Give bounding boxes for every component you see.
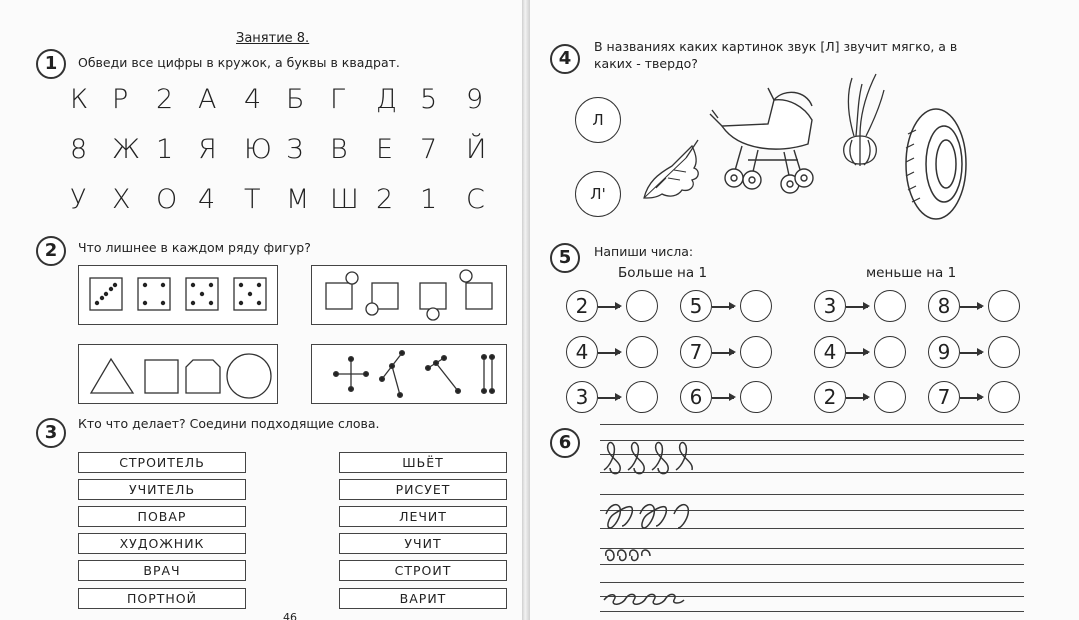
book-gutter xyxy=(522,0,530,620)
arrow-icon xyxy=(846,306,868,308)
hard-l-circle[interactable]: Л xyxy=(575,97,621,143)
more-by-one-answer-circle[interactable] xyxy=(626,336,658,368)
less-by-one-number: 9 xyxy=(928,336,960,368)
grid-symbol[interactable]: О xyxy=(156,184,178,215)
handwriting-samples xyxy=(600,424,740,620)
right-page xyxy=(530,0,1079,620)
action-word-box[interactable]: ВАРИТ xyxy=(339,588,507,609)
arrow-icon xyxy=(712,306,734,308)
arrow-icon xyxy=(712,397,734,399)
grid-symbol[interactable]: 1 xyxy=(420,184,438,215)
less-by-one-answer-circle[interactable] xyxy=(874,381,906,413)
task2-instruction: Что лишнее в каждом ряду фигур? xyxy=(78,240,311,255)
person-word-box[interactable]: УЧИТЕЛЬ xyxy=(78,479,246,500)
more-by-one-number: 5 xyxy=(680,290,712,322)
action-word-box[interactable]: УЧИТ xyxy=(339,533,507,554)
shapes-figures xyxy=(79,345,277,403)
grid-symbol[interactable]: 5 xyxy=(420,84,438,115)
onion-icon xyxy=(832,70,888,170)
more-by-one-answer-circle[interactable] xyxy=(740,290,772,322)
grid-symbol[interactable]: З xyxy=(286,134,304,165)
grid-symbol[interactable]: 8 xyxy=(70,134,88,165)
action-word-box[interactable]: ЛЕЧИТ xyxy=(339,506,507,527)
grid-symbol[interactable]: А xyxy=(198,84,217,115)
more-by-one-answer-circle[interactable] xyxy=(740,381,772,413)
grid-symbol[interactable]: М xyxy=(286,184,310,215)
grid-symbol[interactable]: Ш xyxy=(330,184,359,215)
task1-instruction: Обведи все цифры в кружок, а буквы в квадрат. xyxy=(78,55,400,70)
more-by-one-label: Больше на 1 xyxy=(618,265,708,281)
less-by-one-answer-circle[interactable] xyxy=(874,290,906,322)
left-page xyxy=(0,0,522,620)
less-by-one-number: 3 xyxy=(814,290,846,322)
arrow-icon xyxy=(960,352,982,354)
grid-symbol[interactable]: 2 xyxy=(376,184,394,215)
grid-symbol[interactable]: Е xyxy=(376,134,394,165)
stick-figures xyxy=(312,345,506,403)
task-number-6: 6 xyxy=(550,428,580,458)
grid-symbol[interactable]: Й xyxy=(466,134,487,165)
arrow-icon xyxy=(846,397,868,399)
grid-symbol[interactable]: 4 xyxy=(244,84,262,115)
less-by-one-answer-circle[interactable] xyxy=(988,381,1020,413)
grid-symbol[interactable]: Р xyxy=(112,84,129,115)
grid-symbol[interactable]: 4 xyxy=(198,184,216,215)
action-word-box[interactable]: ШЬЁТ xyxy=(339,452,507,473)
less-by-one-number: 4 xyxy=(814,336,846,368)
grid-symbol[interactable]: Я xyxy=(198,134,217,165)
task4-instruction-line2: каких - твердо? xyxy=(594,56,698,71)
figure-row-dice[interactable] xyxy=(78,265,278,325)
person-word-box[interactable]: СТРОИТЕЛЬ xyxy=(78,452,246,473)
arrow-icon xyxy=(960,306,982,308)
person-word-box[interactable]: ПОРТНОЙ xyxy=(78,588,246,609)
grid-symbol[interactable]: Ж xyxy=(112,134,141,165)
more-by-one-number: 6 xyxy=(680,381,712,413)
less-by-one-number: 7 xyxy=(928,381,960,413)
grid-symbol[interactable]: Ю xyxy=(244,134,272,165)
grid-symbol[interactable]: Х xyxy=(112,184,131,215)
page-number: 46 xyxy=(283,611,297,620)
grid-symbol[interactable]: Б xyxy=(286,84,305,115)
more-by-one-number: 2 xyxy=(566,290,598,322)
less-by-one-answer-circle[interactable] xyxy=(874,336,906,368)
more-by-one-number: 7 xyxy=(680,336,712,368)
leaf-icon xyxy=(638,132,706,204)
less-by-one-answer-circle[interactable] xyxy=(988,336,1020,368)
figure-row-shapes[interactable] xyxy=(78,344,278,404)
grid-symbol[interactable]: 7 xyxy=(420,134,438,165)
less-by-one-number: 2 xyxy=(814,381,846,413)
figure-row-sticks[interactable] xyxy=(311,344,507,404)
task5-instruction: Напиши числа: xyxy=(594,244,694,259)
task-number-4: 4 xyxy=(550,44,580,74)
grid-symbol[interactable]: 9 xyxy=(466,84,484,115)
arrow-icon xyxy=(712,352,734,354)
less-by-one-label: меньше на 1 xyxy=(866,265,957,281)
action-word-box[interactable]: СТРОИТ xyxy=(339,560,507,581)
person-word-box[interactable]: ПОВАР xyxy=(78,506,246,527)
action-word-box[interactable]: РИСУЕТ xyxy=(339,479,507,500)
arrow-icon xyxy=(598,352,620,354)
task-number-2: 2 xyxy=(36,236,66,266)
more-by-one-answer-circle[interactable] xyxy=(740,336,772,368)
grid-symbol[interactable]: У xyxy=(70,184,87,215)
grid-symbol[interactable]: Г xyxy=(330,84,346,115)
less-by-one-number: 8 xyxy=(928,290,960,322)
person-word-box[interactable]: ХУДОЖНИК xyxy=(78,533,246,554)
task4-instruction-line1: В названиях каких картинок звук [Л] звучит мягко, а в xyxy=(594,39,958,54)
task-number-1: 1 xyxy=(36,49,66,79)
more-by-one-answer-circle[interactable] xyxy=(626,290,658,322)
person-word-box[interactable]: ВРАЧ xyxy=(78,560,246,581)
arrow-icon xyxy=(598,306,620,308)
grid-symbol[interactable]: В xyxy=(330,134,348,165)
grid-symbol[interactable]: Д xyxy=(376,84,397,115)
grid-symbol[interactable]: 1 xyxy=(156,134,174,165)
more-by-one-number: 3 xyxy=(566,381,598,413)
squares-circles-figures xyxy=(312,266,506,324)
task-number-5: 5 xyxy=(550,243,580,273)
more-by-one-number: 4 xyxy=(566,336,598,368)
arrow-icon xyxy=(598,397,620,399)
tire-icon xyxy=(898,104,968,224)
grid-symbol[interactable]: 2 xyxy=(156,84,174,115)
arrow-icon xyxy=(960,397,982,399)
task3-instruction: Кто что делает? Соедини подходящие слова. xyxy=(78,416,380,431)
lesson-title: Занятие 8. xyxy=(236,31,310,46)
soft-l-circle[interactable]: Л' xyxy=(575,171,621,217)
task-number-3: 3 xyxy=(36,418,66,448)
grid-symbol[interactable]: Т xyxy=(244,184,261,215)
grid-symbol[interactable]: К xyxy=(70,84,89,115)
less-by-one-answer-circle[interactable] xyxy=(988,290,1020,322)
arrow-icon xyxy=(846,352,868,354)
grid-symbol[interactable]: С xyxy=(466,184,485,215)
dice-figures xyxy=(79,266,277,324)
figure-row-squares-circles[interactable] xyxy=(311,265,507,325)
stroller-icon xyxy=(708,80,828,198)
more-by-one-answer-circle[interactable] xyxy=(626,381,658,413)
